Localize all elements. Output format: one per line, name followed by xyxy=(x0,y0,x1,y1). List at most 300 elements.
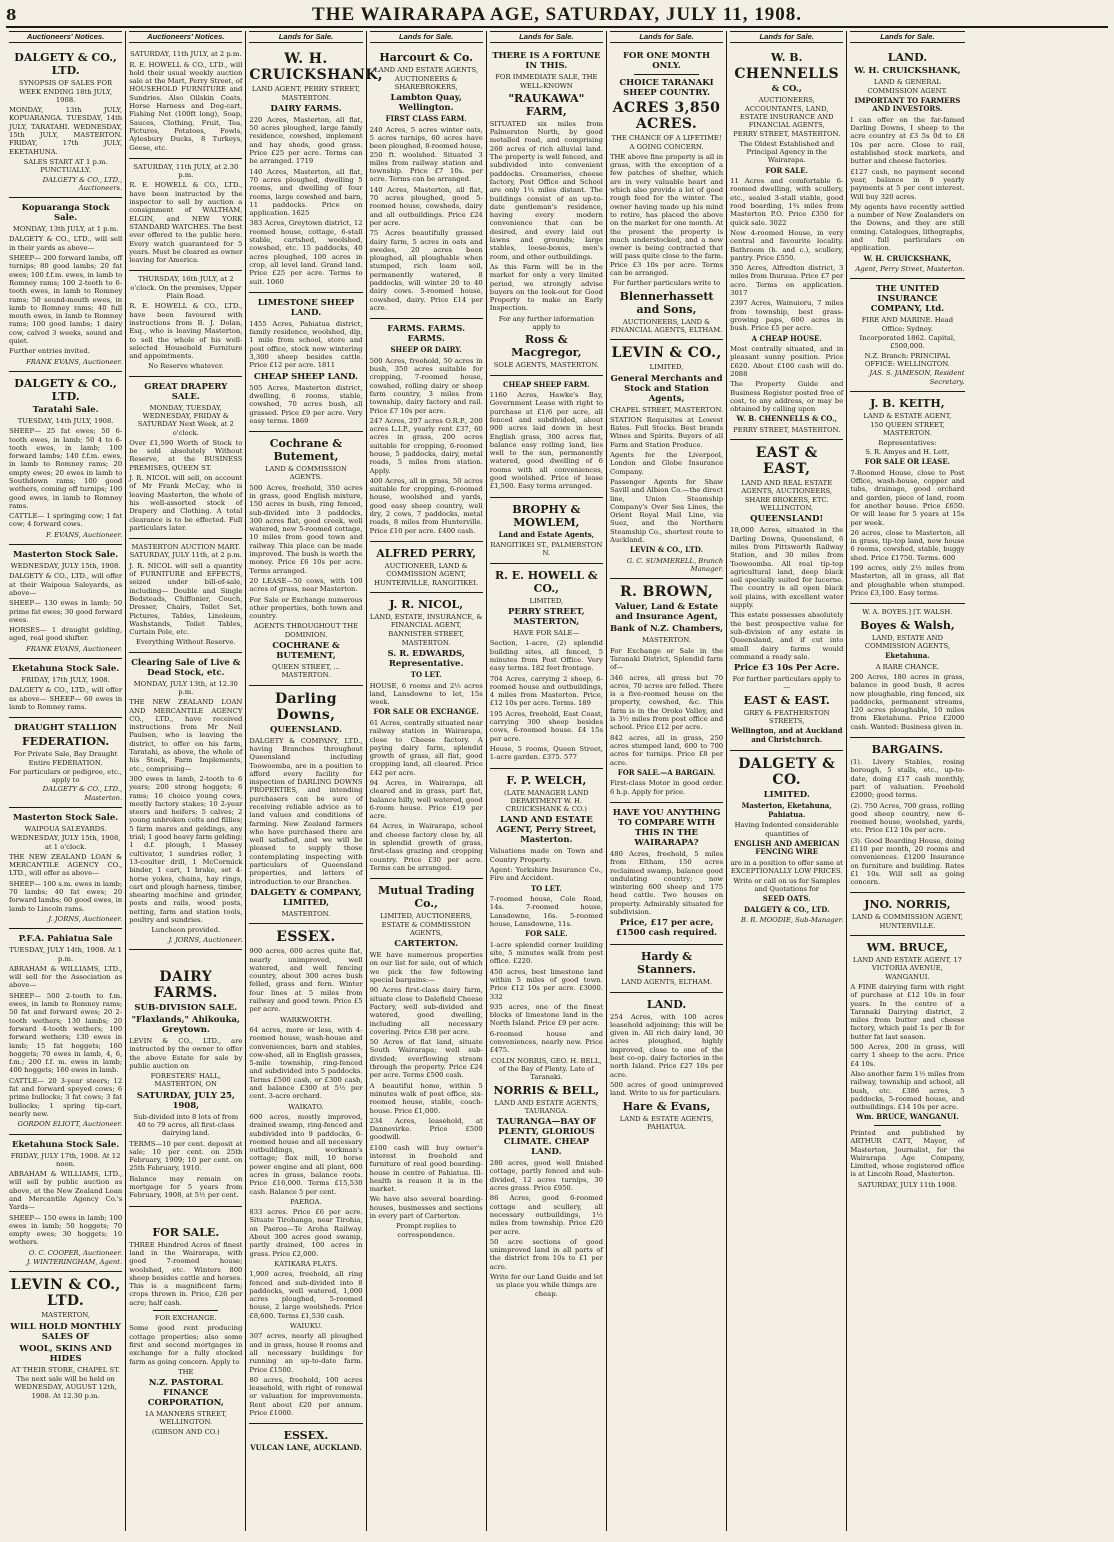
ad-body-text: SHEEP— 130 ewes in lamb; 50 prime fat ewes; 30 good forward ewes. xyxy=(9,599,123,624)
ad-centered-line: THE xyxy=(178,1367,194,1376)
ad-headline: "Flaxlands," Ahikouka, Greytown. xyxy=(131,1014,240,1035)
ad-body-text: HORSES— 1 draught gelding, aged, real good shifter. xyxy=(9,626,123,643)
ad-body-text: £100 cash will buy owner's interest in freehold and furniture of real good boarding-house in centre of Pahiatua. Ill-health is reason it is in the market. xyxy=(369,1143,483,1194)
ad-centered-line: SATURDAY, 11th JULY, at 2.30 p.m. xyxy=(133,162,239,180)
ad-headline: TO LET. xyxy=(530,883,562,893)
ad-centered-line: 150 QUEEN STREET, MASTERTON. xyxy=(870,421,945,438)
ad-body-text: R. E. HOWELL & CO., LTD., have been favoured with instructions from B. J. Dolan, Esq., who is leaving Masterton, to sell the whole of his well-selected Household Furniture and appointments. xyxy=(129,302,243,361)
ad-centered-line: TUESDAY, JULY 14th, 1908. At 1 p.m. xyxy=(9,946,122,963)
ad-body-text: 200 Acres, 180 acres in grass, balance in good bush, 8 acres now ploughable, ring fenced, six paddocks, permanent streams, 120 acres ploughable, 10 miles from Eketahuna. Price £2000 cash. Wanted: Business given in. xyxy=(850,672,965,731)
column-4 xyxy=(367,31,487,1531)
advertisement xyxy=(610,46,723,340)
ad-headline: SUB-DIVISION SALE. xyxy=(134,1002,238,1013)
ad-body-text: 350 Acres, Alfredton district, 3 miles from Ihuraua. Price £7 per acre. Terms on application. 3017 xyxy=(730,264,844,298)
ad-headline: PERRY STREET, MASTERTON, xyxy=(508,607,585,628)
ad-body-text: Passenger Agents for Shaw Savill and Albion Co.—the direct line, Union Steamship Company's Over Sea Lines, the Orient Royal Mail Line, via Suez, and the Northern Steamship Co., shortest route to Auckland. xyxy=(609,477,724,544)
ad-body-text: £127 cash, no payment second year, balance in 9 yearly payments at 5 per cent interest. Will buy 320 acres. xyxy=(850,167,965,201)
ad-body-text: Balance may remain on mortgage for 5 years from February, 1908, at 5½ per cent. xyxy=(129,1174,243,1200)
ad-centered-line: WARKWORTH. xyxy=(280,1015,332,1024)
ad-headline: FOR SALE.—A BARGAIN. xyxy=(617,767,716,777)
advertisement xyxy=(129,1207,242,1441)
ad-headline: LEVIN & CO., xyxy=(611,345,722,362)
divider xyxy=(634,74,699,75)
ad-headline: BROPHY & MOWLEM, xyxy=(512,502,581,529)
ad-body-text: 20 LEASE—50 cows, with 100 acres of grass, near Masterton. xyxy=(249,576,363,594)
ad-centered-line: SALES START AT 1 p.m. PUNCTUALLY. xyxy=(23,157,108,175)
column-heading: Lands for Sale. xyxy=(730,31,843,43)
ad-body-text: Section, 1-acre, (2) splendid building sites, all fenced, 5 minutes from Post Office. Very easy terms. 182 feet frontage. xyxy=(489,639,603,673)
advertisement xyxy=(370,46,483,319)
ad-headline: ESSEX. xyxy=(283,1429,329,1443)
ad-signature: J. JORNS, Auctioneer. xyxy=(168,935,243,944)
column-grid xyxy=(6,31,1108,1531)
ad-body-text: New 4-roomed House, in very central and favourite locality. Bathroom (h. and c.), scullery, pantry. Price £550. xyxy=(730,228,844,262)
ad-body-text: House, 5 rooms, Queen Street, 1-acre garden. £375. 577 xyxy=(489,744,603,762)
ad-headline: Masterton Stock Sale. xyxy=(12,813,119,823)
ad-body-text: 500 Acres, freehold, 50 acres in bush, 350 acres suitable for cropping, 7-roomed house, cowshed, rolling dairy or sheep farm country, 3 miles from township, dairy factory and rail. Price £7 10s per acre. xyxy=(369,356,483,415)
ad-body-text: ABRAHAM & WILLIAMS, LTD., will sell by public auction as above, at the New Zealand Loan and Mercantile Agency Co.'s Yards— xyxy=(9,1170,123,1212)
ad-centered-line: THURSDAY, 16th JULY, at 2 o'clock. On the premises, Upper Plain Road. xyxy=(130,275,242,301)
ad-signature: GORDON ELIOTT, Auctioneer. xyxy=(17,1120,123,1129)
ad-centered-line: MONDAY, 13th JULY, at 1 p.m. xyxy=(12,225,119,234)
ad-headline: LEVIN & CO., LTD. xyxy=(630,545,703,555)
ad-centered-line: Prompt replies to correspondence. xyxy=(396,1222,457,1239)
advertisement xyxy=(129,539,242,653)
column-heading: Lands for Sale. xyxy=(490,31,603,43)
ad-headline: Boyes & Walsh, xyxy=(860,618,955,632)
advertisement xyxy=(610,340,723,579)
ad-centered-line: W. A. BOYES.] [T. WALSH. xyxy=(862,608,953,617)
ad-body-text: Some good rent producing cottage properties; also some first and second mortgages in exchange for a fully stocked farm as going concern. Apply to xyxy=(129,1324,243,1366)
ad-body-text: WE have numerous properties on our list for sale, out of which we pick the few following special bargains:— xyxy=(369,951,483,985)
ad-headline: Valuer, Land & Estate and Insurance Agent, xyxy=(614,602,719,623)
ad-headline: W. H. CRUICKSHANK, xyxy=(249,51,384,84)
ad-headline: J. B. KEITH, xyxy=(870,396,945,410)
ad-body-text: 383 Acres, Greytown district, 12 roomed house, cottage, 6-stall stable, cartshed, woolshed, cowshed, etc. 15 paddocks, 40 acres ploughed, 100 acres in crop, all level land. Grand land. Price £25 per acre. Terms to suit. 1060 xyxy=(249,219,363,286)
ad-headline: Price £3 10s Per Acre. xyxy=(733,663,840,674)
ad-headline: QUEENSLAND! xyxy=(750,514,824,525)
ad-centered-line: LAND AND REAL ESTATE AGENTS, AUCTIONEERS, SHARE BROKERS, ETC. WELLINGTON. xyxy=(741,479,833,513)
ad-signature: DALGETY & CO., LTD., Auctioneers. xyxy=(42,175,123,192)
ad-body-text: Also another farm 1½ miles from railway, township and school, all bush, etc. £386 acres, 5 paddocks, 5-roomed house, and outbuildings. £14 10s per acre. xyxy=(850,1069,965,1112)
ad-body-text: We have also several boarding-houses, businesses and sections in every part of Carterton. xyxy=(369,1195,483,1221)
ad-centered-line: LAND AND ESTATE AGENT, 17 VICTORIA AVENUE, WANGANUI. xyxy=(852,956,962,981)
ad-body-text: 18,000 Acres, situated in the Darling Downs, Queensland, 6 miles from Pittsworth Railway Station, and 30 miles from Toowoomba. All real tip-top agricultural land, deep black soil specially suited for lucerne. The country is all open black soil plains, with excellent water supply. xyxy=(730,526,844,610)
ad-centered-line: FRIDAY, JULY 17th, 1908. At 12 noon. xyxy=(10,1151,121,1168)
ad-centered-line: HAVE FOR SALE— xyxy=(513,629,580,638)
ad-headline: W. B. CHENNELLS & CO., xyxy=(736,414,837,424)
ad-centered-line: SATURDAY, JULY 11th 1908. xyxy=(857,1180,957,1189)
ad-headline: DRAUGHT STALLION xyxy=(14,723,117,734)
ad-body-text: Valuations made on Town and Country Property. xyxy=(489,847,603,864)
ad-signature: Agent, Perry Street, Masterton. xyxy=(855,265,965,274)
ad-body-text: 86 Acres, good 6-roomed cottage and scullery, all necessary outbuildings, 1½ miles from township. Price £20 per acre. xyxy=(489,1194,603,1236)
column-1 xyxy=(6,31,126,1531)
ad-body-text: My agents have recently settled a number of New Zealanders on the Downs, and they are still coming. Catalogues, lithographs, and full particulars on application. xyxy=(850,202,965,253)
ad-headline: IMPORTANT TO FARMERS AND INVESTORS. xyxy=(854,95,961,114)
advertisement xyxy=(490,498,603,564)
ad-headline: P.F.A. Pahiatua Sale xyxy=(18,934,113,945)
ad-body-text: THE above fine property is all in grass, with the exception of a few patches of shelter, which are in very valuable heart and which also provide a lot of good rough feed for the winter. The owner having made up his mind to retire, has placed the above on the market for one month. At the present the property is much understocked, and a new owner is being contracted that will pass quite close to the farm. Price £3 10s per acre. Terms can be arranged. xyxy=(609,152,724,278)
ad-centered-line: PERRY STREET, MASTERTON. xyxy=(733,130,841,139)
ad-centered-line: LAND, ESTATE AND COMMISSION AGENTS, xyxy=(864,633,951,650)
ad-centered-line: A RARE CHANCE. xyxy=(875,662,940,671)
ad-headline: CHEAP SHEEP FARM. xyxy=(503,379,590,389)
ad-body-text: 64 Acres, in Wairarapa, school and cheese factory close by, all in splendid growth of grass, first-class grazing and cropping country. Price £30 per acre. Terms can be arranged. xyxy=(369,822,483,872)
ad-signature: F. EVANS, Auctioneer. xyxy=(46,530,123,539)
ad-centered-line: Incorporated 1862. Capital, £500,000. xyxy=(859,334,956,351)
advertisement xyxy=(610,945,723,992)
ad-centered-line: (GIBSON AND CO.) xyxy=(151,1427,220,1436)
column-6 xyxy=(607,31,727,1531)
ad-headline: TO LET. xyxy=(410,670,442,680)
ad-centered-line: FORESTERS' HALL, MASTERTON, ON xyxy=(150,1072,221,1089)
ad-body-text: Further entries invited. xyxy=(9,347,90,356)
ad-headline: S. R. EDWARDS, Representative. xyxy=(387,649,465,670)
ad-body-text: 346 acres, all grass but 70 acres, 70 acres are felled. There is a five-roomed house on the property, cowshed, &c. This farm is in the Oroko Valley, and is 3½ miles from post office and school. Price £12 per acre. xyxy=(609,673,724,732)
ad-body-text: 833 acres. Price £6 per acre. Situate Tirohanga, near Tirohia, on Paeroa—Te Aroha Railway. About 300 acres good swamp, partly drained, 100 acres in grass. Price £2,000. xyxy=(249,1208,363,1258)
ad-signature: J. JORNS, Auctioneer. xyxy=(48,914,123,923)
advertisement xyxy=(370,542,483,593)
masthead xyxy=(6,4,1108,28)
advertisement xyxy=(9,545,122,659)
advertisement xyxy=(249,1424,362,1459)
ad-body-text: For Exchange or Sale in the Taranaki District, Splendid farm of— xyxy=(609,646,724,672)
ad-body-text: 240 Acres, 5 acres winter oats, 5 acres turnips, 60 acres have been ploughed, 8-roomed house, 250 ft. woolshed. Situated 3 miles from railway station and township. Price £7 10s. per acre. Terms can be arranged. xyxy=(369,125,483,184)
ad-headline: ESSEX. xyxy=(276,929,336,946)
ad-headline: DALGETY & CO., LTD. xyxy=(14,376,117,403)
ad-centered-line: AUCTIONEER, LAND & COMMISSION AGENT, HUNTERVILLE, RANGITIKEI. xyxy=(374,561,479,587)
ad-body-text: DALGETY & COMPANY, LTD., having Branches throughout Queensland including Toowoomba, are in a position to afford every facility for inspection of DARLING DOWNS PROPERTIES, and intending purchasers can be sure of receiving reliable advice as to land values and conditions of farming. New Zealand farmers who have purchased there are well satisfied, and we will be pleased to supply those contemplating inspecting with particulars of Queensland properties, and letters of introduction to our Branches. xyxy=(249,736,363,886)
ad-centered-line: LAND & GENERAL COMMISSION AGENT. xyxy=(867,78,948,95)
ad-centered-line: 1A MANNERS STREET, WELLINGTON. xyxy=(144,1410,227,1427)
advertisement xyxy=(610,993,723,1137)
ad-centered-line: No Reserve whatever. xyxy=(147,362,224,371)
column-8 xyxy=(847,31,967,1531)
advertisement xyxy=(129,377,242,539)
advertisement xyxy=(249,293,362,432)
ad-body-text: 94 Acres, in Wairarapa, all cleared and in grass, part flat, balance hilly, well watered, good 6-room house. Price £19 per acre. xyxy=(369,779,483,821)
ad-body-text: 50 Acres of flat land, situate South Wairarapa; well sub-divided; everflowing stream through the property. Price £24 per acre. Terms £500 cash. xyxy=(369,1038,483,1080)
ad-headline: WILL HOLD MONTHLY SALES OF xyxy=(10,1321,121,1342)
ad-body-text: 935 acres, one of the finest blocks of limestone land in the North Island. Price £9 per acre. xyxy=(489,1002,603,1028)
ad-centered-line: THE CHANCE OF A LIFETIME! A GOING CONCERN. xyxy=(611,134,722,151)
ad-body-text: THE NEW ZEALAND LOAN AND MERCANTILE AGENCY CO., LTD., have received instructions from Mr Neil Paulsen, who is leaving the district, to offer on his farm, Taratahi, as above, the whole of his Stock, Farm Implements, etc., comprising— xyxy=(129,698,243,773)
ad-body-text: 704 Acres, carrying 2 sheep, 6-roomed house and outbuildings, 4 miles from Masterton. Price, £12 10s per acre. Terms. 189 xyxy=(489,674,603,708)
advertisement xyxy=(370,879,483,1244)
advertisement xyxy=(9,1272,122,1404)
advertisement xyxy=(129,950,242,1207)
ad-centered-line: AUCTIONEERS, LAND & FINANCIAL AGENTS, ELTHAM. xyxy=(610,317,723,334)
advertisement xyxy=(129,653,242,950)
ad-headline: FOR SALE OR LEASE. xyxy=(864,457,951,467)
ad-body-text: TERMS—10 per cent. deposit at sale; 10 per cent. on 25th February, 1909; 10 per cent. on 25th February, 1910. xyxy=(129,1139,243,1173)
ad-centered-line: The Oldest Established and Principal Agency in the Wairarapa. xyxy=(739,139,835,165)
advertisement xyxy=(9,1135,122,1273)
advertisement xyxy=(850,893,964,936)
ad-centered-line: For Private Sale, Bay Draught Entire FEDERATION. xyxy=(13,750,118,767)
ad-centered-line: MONDAY, TUESDAY, WEDNESDAY, FRIDAY & SATURDAY Next Week, at 2 o'clock. xyxy=(137,403,234,437)
divider xyxy=(874,1125,940,1126)
ad-body-text: 1,900 acres, freehold, all ring fenced and sub-divided into 8 paddocks, well watered, 1,000 acres ploughed, 5-roomed house, 2 large woolsheds. Price £8,600. Terms £1,530 cash. xyxy=(249,1270,363,1320)
ad-centered-line: FOR EXCHANGE. xyxy=(154,1314,217,1323)
ad-body-text: STATION Requisites at Lowest Rates. Full Stocks. Best brands Wines and Spirits. Buyers of all Farm and Station Produce. xyxy=(609,415,724,449)
column-heading: Lands for Sale. xyxy=(850,31,964,43)
ad-body-text: SHEEP— 100 s.m. ewes in lamb; 70 lambs; 40 fat ewes; 20 forward lambs; 60 good ewes, in lamb to Lincoln rams. xyxy=(9,879,123,913)
ad-headline: W. H. CRUICKSHANK, xyxy=(854,66,961,77)
ad-body-text: 450 acres, best limestone land within 5 miles of good town. Price £12 10s per acre. £3000. 332 xyxy=(489,967,603,1001)
ad-headline: FOR SALE. xyxy=(525,929,568,939)
ad-body-text: 842 acres, all in grass, 250 acres stumped land, 600 to 700 acres for turnips. Price £8 per acre. xyxy=(609,733,724,767)
ad-centered-line: LIMITED, xyxy=(649,363,684,372)
ad-headline: Kopuaranga Stock Sale. xyxy=(21,203,110,224)
ad-body-text: MONDAY, 13th JULY, KOPUARANGA. TUESDAY, 14th JULY, TARATAHI. WEDNESDAY, 15th JULY, MASTERTON. FRIDAY, 17th JULY, EKETAHUNA. xyxy=(9,106,123,156)
ad-headline: LIMESTONE SHEEP LAND. xyxy=(257,297,355,318)
ad-headline: Land and Estate Agents, xyxy=(498,529,595,539)
ad-centered-line: FIRE AND MARINE. Head Office: Sydney. xyxy=(861,316,954,333)
ad-headline: W. B. xyxy=(771,51,803,65)
ad-body-text: 195 Acres, freehold, East Coast, carrying 300 sheep besides cows, 6-roomed house. £4 15s per acre. xyxy=(489,709,603,743)
advertisement xyxy=(850,738,964,893)
ad-headline: Harcourt & Co. xyxy=(379,51,473,65)
ad-body-text: 80 acres, freehold, 100 acres leasehold, with right of renewal or valuation for improvements. Rent about £20 per annum. Price £1000. xyxy=(249,1375,363,1417)
advertisement xyxy=(9,718,122,808)
ad-centered-line: Write for our Land Guide and let us place you while things are cheap. xyxy=(489,1272,603,1298)
ad-body-text: 90 Acres first-class dairy farm, situate close to Dalefield Cheese Factory, well sub-divided and watered, good dwelling, including all necessary covering. Price £38 per acre. xyxy=(369,986,483,1036)
advertisement xyxy=(249,686,362,925)
ad-headline: Ross & Macgregor, xyxy=(511,333,582,360)
column-heading: Auctioneers' Notices. xyxy=(129,31,242,43)
advertisement xyxy=(490,564,603,769)
ad-headline: FARMS. FARMS. FARMS. xyxy=(387,324,466,345)
ad-headline: F. P. WELCH, xyxy=(506,773,587,787)
ad-body-text: SHEEP— 25 fat ewes; 50 6-tooth ewes, in lamb; 50 4 to 6-tooth ewes, in lamb; 100 forward lambs; 140 f.f.m. ewes, in lamb to Romney rams; 20 empty ewes; 20 ewes in lamb to Southdown rams; 100 good wethers, coming off turnips; 100 good ewes, in lamb to Romney rams. xyxy=(9,427,123,510)
ad-centered-line: LAND AND ESTATE AGENTS, AUCTIONEERS & SHAREBROKERS, xyxy=(374,66,479,91)
ad-headline: R. BROWN, xyxy=(619,584,714,601)
ad-centered-line: WAIPOUA SALEYARDS. xyxy=(24,825,107,833)
ad-centered-line: are in a position to offer same at EXCEPTIONALLY LOW PRICES. xyxy=(730,858,843,876)
ad-headline: HAVE YOU ANYTHING TO COMPARE WITH THIS IN THE WAIRARAPA? xyxy=(612,807,721,848)
column-2 xyxy=(126,31,246,1531)
ad-body-text: SHEEP— 500 2-tooth to f.m. ewes, in lamb to Romney rams; 50 fat and forward ewes; 20 2-tooth wethers; 130 lambs; 20 forward 4-tooth wethers; 100 forward wethers; 130 ewes in lamb; 15 fat hoggets; 160 hoggets; 70 ewes in lamb, 4, 6, f.m.; 200 f.f. m. ewes in lamb; 400 hoggets; 160 ewes in lamb. xyxy=(9,991,123,1075)
ad-headline: Wellington, and at Auckland and Christchurch. xyxy=(730,726,843,744)
ad-body-text: 75 Acres beautifully grassed dairy farm, 5 acres in oats and swedes, 20 acres been ploughed, all ploughable when stumped, rich loam soil, permanently watered, 8 paddocks, will winter 20 to 40 dairy cows. 5-roomed house, cowshed, dairy. Price £14 per acre. xyxy=(369,229,483,312)
advertisement xyxy=(9,808,122,929)
ad-headline: ENGLISH AND AMERICAN FENCING WIRE xyxy=(734,838,840,857)
ad-centered-line: AGENTS THROUGHOUT THE DOMINION. xyxy=(253,622,359,639)
ad-headline: Taratahi Sale. xyxy=(32,404,99,415)
ad-headline: THE UNITED INSURANCE COMPANY, Ltd. xyxy=(870,284,945,315)
ad-headline: Wm. BRUCE, WANGANUI. xyxy=(856,1112,959,1122)
ad-body-text: SHEEP— 150 ewes in lamb; 100 ewes in lamb; 50 hoggets; 70 empty ewes; 30 hoggets; 10 wethers. xyxy=(9,1213,123,1247)
ad-body-text: SHEEP— 200 forward lambs, off turnips; 80 good lambs; 20 fat ewes; 100 f.f.m. ewes, in lamb to Romney rams; 100 2-tooth to 6-tooth ewes, in lamb to Romney rams; 50 sound-mouth ewes, in lamb to Romney rams; 40 full mouth ewes, in lamb to Romney rams; 100 good lambs; 1 dairy cow, calved 3 weeks, sound and quiet. xyxy=(9,254,123,346)
ad-centered-line: Sub-divided into 8 lots of from 40 to 79 acres, all first-class dairying land. xyxy=(133,1112,239,1138)
ad-centered-line: AUCTIONEERS, ACCOUNTANTS, LAND, ESTATE INSURANCE AND FINANCIAL AGENTS, xyxy=(739,96,834,130)
ad-headline: Cochrane & Butement, xyxy=(269,437,343,464)
ad-body-text: R. E. HOWELL & CO., LTD., have been instructed by the inspector to sell by auction a consignment of WALTHAM, ELGIN, and NEW YORK STANDARD WATCHES. The best ever offered to the public here. Every watch guaranteed for 5 years. Must be cleared as owner leaving for America. xyxy=(129,181,243,265)
advertisement xyxy=(129,159,242,272)
ad-headline: CHOICE TARANAKI SHEEP COUNTRY. xyxy=(619,78,714,99)
advertisement xyxy=(9,929,122,1134)
ad-body-text: SITUATED six miles from Palmerston North, by good metalled road, and comprising 260 acres of rich alluvial land. The property is well fenced, and subdivided into convenient paddocks. Creameries, cheese factory, Post Office and School are only 1¼ miles distant. The buildings consist of an up-to-date gentleman's residence, having every modern convenience that can be desired, and every laid out lawns and grounds; large stables, loose-boxes, men's room, and other outbuildings. xyxy=(489,119,603,261)
advertisement xyxy=(850,392,964,604)
ad-centered-line: Having Indented considerable quantities of xyxy=(734,821,839,838)
ad-signature: DALGETY & CO., LTD., Masterton. xyxy=(42,785,123,802)
ad-headline: THERE IS A FORTUNE IN THIS. xyxy=(492,51,601,72)
ad-body-text: (1). Livery Stables, rosing borough, 5 stalls, etc., up-to-date, doing £17 cash monthly, part of valuation. Freehold £2000; good terms. xyxy=(850,758,965,800)
ad-body-text: Agent: Yorkshire Insurance Co., Fire and Accident. xyxy=(489,866,603,883)
ad-centered-line: QUEEN STREET, ... MASTERTON. xyxy=(272,663,340,680)
ad-centered-line: Everything Without Reserve. xyxy=(136,638,236,647)
ad-body-text: 1160 Acres, Hawke's Bay, Government Lease with right to purchase at £1/6 per acre, all fenced and subdivided, about 900 acres laid down in best English grass, 300 acres flat, balance easy rolling land, lies well to the sun, permanently watered, good dwelling of 6 rooms with all conveniences, good woolshed. Price of lease £1,500. Easy terms arranged. xyxy=(489,391,603,491)
ad-headline: Mutual Trading Co., xyxy=(378,884,475,911)
ad-body-text: CATTLE— 1 springing cow; 1 fat cow; 4 forward cows. xyxy=(9,512,123,529)
ad-headline: VULCAN LANE, AUCKLAND. xyxy=(250,1443,362,1453)
ad-headline: DALGETY & COMPANY, LIMITED, xyxy=(250,887,362,908)
ad-headline: COCHRANE & BUTEMENT, xyxy=(272,641,340,662)
advertisement xyxy=(610,803,723,945)
advertisement xyxy=(249,46,384,293)
ad-headline: TAURANGA—BAY OF PLENTY, GLORIOUS CLIMATE. CHEAP LAND. xyxy=(496,1117,597,1158)
ad-body-text: This estate possesses absolutely the best prospective value for sub-division of any estate in Queensland, and if cut into small dairy farms would command a ready sale. xyxy=(730,611,844,661)
ad-body-text: 11 Acres and comfortable 6-roomed dwelling, with scullery, etc., sealed 3-stall stable, good rood boarding, 1¾ miles from Masterton P.O. Price £350 for quick sale. 3022 xyxy=(730,177,844,227)
ad-body-text: Most centrally situated, and in pleasant sunny position. Price £620. About £100 cash will do. 2088 xyxy=(730,345,844,378)
ad-headline: BARGAINS. xyxy=(871,743,944,757)
ad-centered-line: WEDNESDAY, JULY 15th, 1908, at 1 o'clock. xyxy=(10,834,121,851)
ad-body-text: 500 Acres, freehold, 350 acres in grass, good English mixture, 150 acres in bush, ring fenced, sub-divided into 3 paddocks, 300 acres flat, good creek, well watered, new 5-roomed cottage, 10 miles from good town and railway. This place can be made improved. The bush is worth the money. Price £6 10s per acre. Terms arranged. xyxy=(249,483,363,575)
ad-body-text: 505 Acres, Masterton district, dwelling, 6 rooms, stable, cowshed, 70 acres bush, all grassed. Price £9 per acre. Very easy terms. 1869 xyxy=(249,383,363,425)
advertisement xyxy=(610,579,723,803)
advertisement xyxy=(9,198,122,372)
ad-headline: Hare & Evans, xyxy=(622,1099,711,1113)
advertisement xyxy=(9,372,122,545)
ad-signature: FRANK EVANS, Auctioneer. xyxy=(26,644,123,653)
ad-body-text: First-class Motor in good order. 6 h.p. Apply for price. xyxy=(609,779,724,796)
ad-centered-line: PAEROA. xyxy=(290,1197,322,1206)
ad-centered-line: CHAPEL STREET, MASTERTON. xyxy=(609,405,724,414)
ad-headline: A CHEAP HOUSE. xyxy=(751,333,822,343)
ad-headline: LAND. xyxy=(646,997,687,1011)
ad-body-text: 7-roomed house, Cole Road, 14s. 7-roomed house, Lansdowne, 16s. 5-roomed house, Lansdowne, 11s. xyxy=(489,895,603,928)
ad-centered-line: MASTERTON. xyxy=(281,909,331,918)
ad-centered-line: N.Z. Branch: PRINCIPAL OFFICE: WELLINGTON. xyxy=(864,351,951,368)
ad-headline: WOOL, SKINS AND HIDES xyxy=(19,1343,112,1364)
ad-headline: JNO. NORRIS, xyxy=(864,898,951,912)
ad-centered-line: TUESDAY, 14th JULY, 1908. xyxy=(17,416,114,425)
ad-body-text: 254 Acres, with 100 acres leasehold adjoining; this will be given in. All rich dairy land, 30 acres ploughed, highly improved, close to one of the best co-op. dairy factories in the north Island. Price £27 10s per acre. xyxy=(609,1012,724,1079)
ad-body-text: 26 acres, close to Masterton, all in grass, tip-top land, new house 6 rooms, cowshed, stable, buggy shed. Price £1750. Terms. 600 xyxy=(850,528,965,562)
divider xyxy=(153,1310,218,1311)
ad-centered-line: KATIKARA FLATS. xyxy=(274,1259,338,1268)
column-5 xyxy=(487,31,607,1531)
ad-body-text: (3). Good Boarding House, doing £110 per month, 20 rooms and conveniences. £1200 Insurance on furniture and building. Rates £1 10s. Will sell as going concern. xyxy=(850,836,965,887)
ad-headline: LAND. xyxy=(887,51,928,65)
ad-centered-line: MASTERTON. xyxy=(642,636,691,645)
ad-headline: Lambton Quay, Wellington. xyxy=(390,93,462,114)
ad-headline: FIRST CLASS FARM. xyxy=(385,114,467,124)
ad-body-text: Printed and published by ARTHUR CATT, Mayor, of Masterton, Journalist, for the Wairarapa Age Company, Limited, whose registered office is at Lincoln Road, Masterton. xyxy=(850,1128,965,1179)
ad-body-text: A beautiful home, within 5 minutes walk of post office, six-roomed house, stable, coach-house. Price £1,000. xyxy=(369,1081,483,1115)
ad-centered-line: RANGITIKEI ST., PALMERSTON N. xyxy=(490,541,603,558)
ad-headline: Hardy & Stanners. xyxy=(637,950,697,977)
advertisement xyxy=(370,593,483,879)
ad-body-text: 64 acres, more or less, with 4-roomed house, wash-house and conveniences, barn and stables, cow-shed, all in English grasses, 5-mile township, ring-fenced and subdivided into 5 paddocks. Terms £500 cash, or £300 cash, and balance £300 at 5½ per cent. 3-acre orchard. xyxy=(249,1025,363,1101)
ad-body-text: 50 acre sections of good unimproved land in all parts of the district from 10s to £1 per acre. xyxy=(489,1237,603,1271)
ad-centered-line: LAND AGENTS, ELTHAM. xyxy=(621,978,712,987)
ad-body-text: J. R. NICOL will sell, on account of Mr Frank McCay, who is leaving Masterton, the whole of his well-assorted stock of Drapery and Clothing. A total clearance is to be effected. Full particulars later. xyxy=(129,474,243,532)
column-heading: Lands for Sale. xyxy=(610,31,723,43)
ad-centered-line: LAND AGENT, PERRY STREET, MASTERTON. xyxy=(251,85,361,102)
ad-headline: ALFRED PERRY, xyxy=(376,546,477,560)
advertisement xyxy=(129,46,242,159)
ad-centered-line: SYNOPSIS OF SALES FOR WEEK ENDING 18th JULY, 1908. xyxy=(19,79,113,104)
ad-headline: Masterton Stock Sale. xyxy=(12,550,119,561)
ad-centered-line: For any further information apply to xyxy=(498,314,594,332)
ad-headline: DAIRY FARMS. xyxy=(270,103,342,114)
ad-centered-line: AT THEIR STORE, CHAPEL ST. xyxy=(11,1365,120,1374)
ad-headline: WM. BRUCE, xyxy=(866,941,948,955)
spacer xyxy=(129,1210,242,1224)
ad-headline: SHEEP OR DAIRY. xyxy=(390,345,462,355)
ad-body-text: 500 acres of good unimproved land. Write to us for particulars. xyxy=(609,1080,724,1098)
ad-headline: ACRES 3,850 ACRES. xyxy=(612,100,721,133)
ad-centered-line: LAND & COMMISSION AGENTS. xyxy=(264,465,347,482)
ad-body-text: 400 Acres, all in grass, 50 acres suitable for cropping, 6-roomed house, woolshed and yards, good easy sheep country, well dry, 2 cows, 7 paddocks, metal roads, 8 miles from Hunterville. Price £10 per acre. £400 cash. xyxy=(369,476,483,535)
advertisement xyxy=(9,659,122,718)
ad-headline: Eketahuna. xyxy=(885,651,930,661)
ad-headline: CHEAP SHEEP LAND. xyxy=(253,371,358,382)
advertisement xyxy=(730,440,843,751)
column-3 xyxy=(246,31,384,1531)
ad-headline: FEDERATION. xyxy=(21,735,110,749)
ad-headline: CARTERTON. xyxy=(394,939,459,950)
ad-headline: Clearing Sale of Live & Dead Stock, etc. xyxy=(131,657,241,678)
ad-body-text: I can offer on the far-famed Darling Downs, I sheep to the acre country at £3 5s 0d to £8 10s per acre. Close to rail, established stock markets, and butter and cheese factories. xyxy=(850,115,965,166)
ad-centered-line: FRIDAY, 17th JULY, 1908. xyxy=(21,676,110,685)
column-heading: Lands for Sale. xyxy=(249,31,362,43)
ad-body-text: A FINE dairying farm with right of purchase at £12 10s in four years. In the centre of a Taranaki Dairying district, 2 miles from butter and cheese factory, which paid 1s per lb for butter fat last season. xyxy=(850,982,965,1041)
column-7 xyxy=(727,31,847,1531)
advertisement xyxy=(370,319,483,542)
ad-centered-line: Luncheon provided. xyxy=(151,926,221,935)
ad-headline: SATURDAY, JULY 25, 1908, xyxy=(136,1090,235,1111)
ad-body-text: DALGETY & CO., LTD., will offer at their Waipoua Saleyards, as above— xyxy=(9,572,123,597)
advertisement xyxy=(850,604,964,738)
ad-body-text: 307 acres, nearly all ploughed and in grass, house 8 rooms and all necessary buildings for running an up-to-date farm. Price £1500. xyxy=(249,1332,363,1374)
ad-headline: & CO., xyxy=(771,84,802,95)
ad-body-text: 199 acres, only 2½ miles from Masterton, all in grass, all flat and ploughable when stumped. Price £3,100. Easy terms. xyxy=(850,564,965,597)
ad-headline: SEED OATS. xyxy=(762,894,811,904)
ad-headline: W. H. CRUICKSHANK, xyxy=(863,253,952,263)
ad-headline: QUEENSLAND. xyxy=(269,724,342,735)
ad-centered-line: WEDNESDAY, JULY 15th, 1908. xyxy=(10,562,121,571)
ad-headline: N.Z. PASTORAL FINANCE CORPORATION, xyxy=(147,1378,224,1409)
ad-body-text: 61 Acres, centrally situated near railway station in Wairarapa, close to Cheese factory. A paying dairy farm, splendid growth of grass, all flat, good cropping land, all cleared. Price £42 per acre. xyxy=(369,718,483,777)
ad-body-text: R. E. HOWELL & CO., LTD., will hold their usual weekly auction sale at the Mart, Perry Street, of HOUSEHOLD FURNITURE and Sundries. Also Oilskin Coats, Horse Harness and Dog-cart, Fishing Net (100ft long), Soap, Sauces, Clothing, Fruit, Tea, Pictures, Potatoes, Fowls, Aylesbury Ducks, 8 Turkeys, Geese, etc. xyxy=(129,60,243,152)
ad-body-text: ABRAHAM & WILLIAMS, LTD., will sell for the Association as above— xyxy=(9,964,123,990)
ad-signature: J. WINTERINGHAM, Agent. xyxy=(26,1258,123,1267)
ad-body-text: For Sale or Exchange numerous other properties, both town and country. xyxy=(249,595,363,621)
ad-centered-line: For further particulars apply to— xyxy=(732,675,841,692)
page-number: 8 xyxy=(6,6,17,24)
ad-headline: EAST & EAST, xyxy=(755,445,818,478)
ad-body-text: Agents for the Liverpool, London and Globe Insurance Company. xyxy=(609,451,724,476)
ad-body-text: (2). 750 Acres, 700 grass, rolling good sheep country, new 6-roomed house, woolshed, yards, etc. Price £12 10s per acre. xyxy=(850,801,965,835)
ad-headline: Darling Downs, xyxy=(274,690,337,723)
ad-body-text: 2397 Acres, Wainuioru, 7 miles from township, best grass-growing paps, 600 acres in bush. Price £5 per acre. xyxy=(730,299,844,333)
ad-headline: LAND AND ESTATE AGENT, Perry Street, Masterton. xyxy=(496,815,597,846)
ad-body-text: 500 Acres, 200 in grass, will carry 1 sheep to the acre. Price £4 10s. xyxy=(850,1043,965,1068)
